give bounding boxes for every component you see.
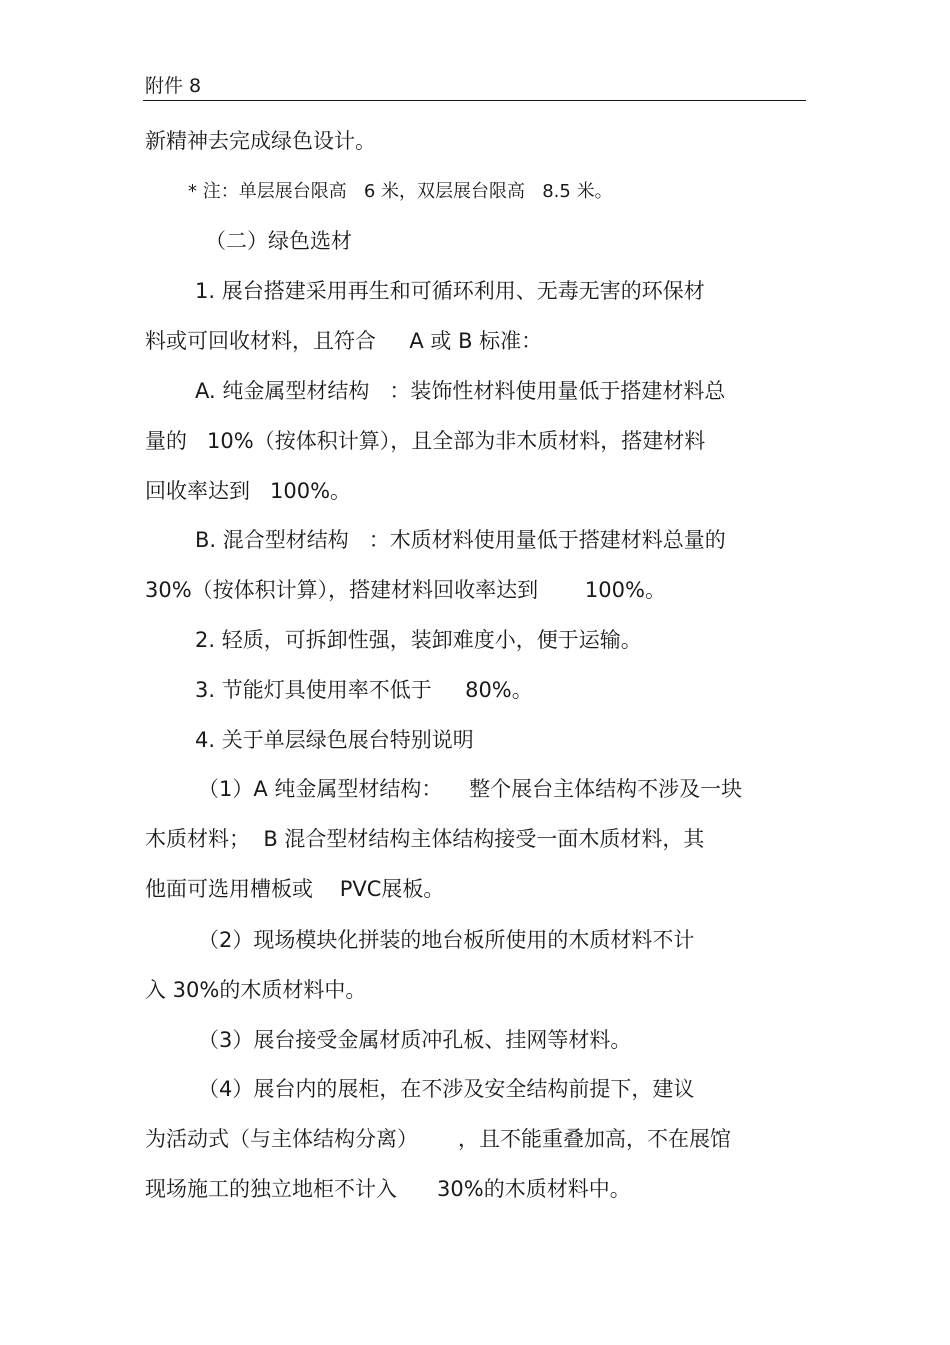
text-line: 回收率达到 100%。 — [145, 479, 352, 503]
text-line: 入 30%的木质材料中。 — [145, 978, 367, 1002]
text-line: 3. 节能灯具使用率不低于 80%。 — [195, 678, 533, 702]
text-line: 现场施工的独立地柜不计入 30%的木质材料中。 — [145, 1177, 631, 1201]
header-rule — [143, 100, 806, 101]
attachment-header: 附件 8 — [145, 75, 202, 97]
section-heading-green-materials: （二）绿色选材 — [205, 229, 352, 253]
text-line: 料或可回收材料，且符合 A 或 B 标准： — [145, 329, 543, 353]
text-line: 量的 10%（按体积计算），且全部为非木质材料，搭建材料 — [145, 429, 706, 453]
text-line: （2）现场模块化拼装的地台板所使用的木质材料不计 — [198, 928, 695, 952]
text-line: 他面可选用槽板或 PVC展板。 — [145, 877, 445, 901]
text-line: 木质材料； B 混合型材结构主体结构接受一面木质材料，其 — [145, 827, 705, 851]
text-line: 30%（按体积计算），搭建材料回收率达到 100%。 — [145, 578, 666, 602]
text-line: 为活动式（与主体结构分离） ，且不能重叠加高，不在展馆 — [145, 1127, 732, 1151]
text-line: 1. 展台搭建采用再生和可循环利用、无毒无害的环保材 — [195, 279, 705, 303]
text-line: B. 混合型材结构 ：木质材料使用量低于搭建材料总量的 — [195, 528, 726, 552]
text-line: （1）A 纯金属型材结构： 整个展台主体结构不涉及一块 — [198, 777, 743, 801]
text-line: （3）展台接受金属材质冲孔板、挂网等材料。 — [198, 1028, 632, 1052]
text-line: 新精神去完成绿色设计。 — [145, 129, 376, 153]
text-line: 4. 关于单层绿色展台特别说明 — [195, 728, 474, 752]
height-limit-note: * 注：单层展台限高 6 米，双层展台限高 8.5 米。 — [188, 181, 613, 202]
text-line: 2. 轻质，可拆卸性强，装卸难度小，便于运输。 — [195, 628, 642, 652]
text-line: （4）展台内的展柜，在不涉及安全结构前提下，建议 — [198, 1077, 695, 1101]
text-line: A. 纯金属型材结构 ：装饰性材料使用量低于搭建材料总 — [195, 379, 726, 403]
